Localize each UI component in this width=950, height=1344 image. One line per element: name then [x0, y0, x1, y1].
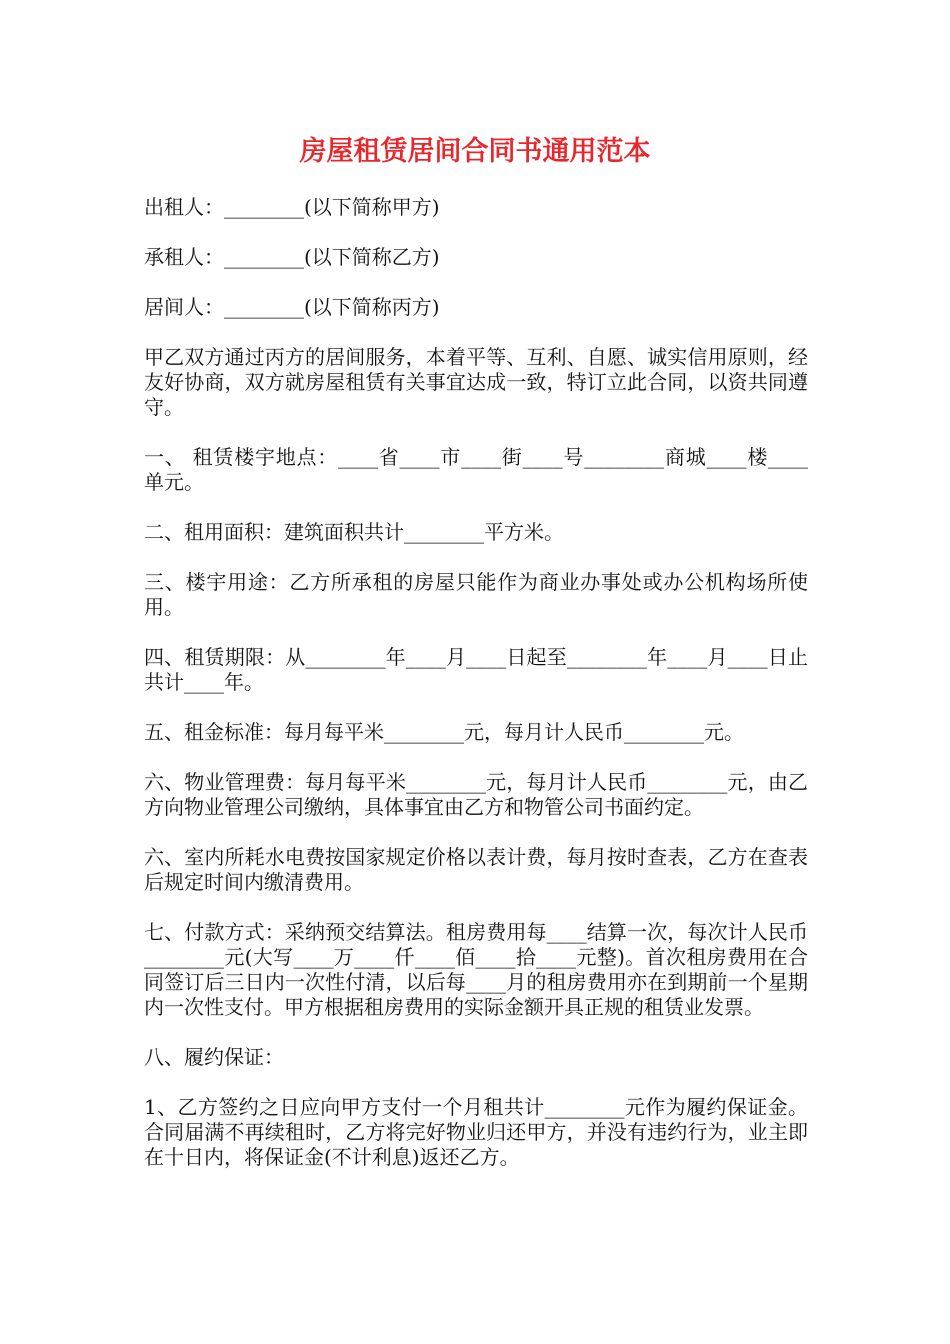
clause-payment: 七、付款方式：采纳预交结算法。租房费用每____结算一次，每次计人民币________元(大写____万____仟____佰____拾____元整)。首次租房费用在合同签订后三日内一次性付清，以后每____月的租房费用亦在到期前一个星期内一次性支付。甲方根据租房费用的实际金额开具正规的租赁业发票。: [144, 920, 808, 1019]
document-body: [144, 195, 808, 1195]
clause-utilities: 六、室内所耗水电费按国家规定价格以表计费，每月按时查表，乙方在查表后规定时间内缴清费用。: [144, 845, 808, 894]
clause-area: 二、租用面积：建筑面积共计________平方米。: [144, 520, 564, 544]
party-lessee: 承租人：________(以下简称乙方): [144, 245, 440, 269]
clause-management-fee: 六、物业管理费：每月每平米________元，每月计人民币________元，由乙方向物业管理公司缴纳，具体事宜由乙方和物管公司书面约定。: [144, 770, 808, 819]
preamble: 甲乙双方通过丙方的居间服务，本着平等、互利、自愿、诚实信用原则，经友好协商，双方就房屋租赁有关事宜达成一致，特订立此合同，以资共同遵守。: [144, 345, 808, 419]
party-lessor: 出租人：________(以下简称甲方): [144, 195, 440, 219]
clause-rent: 五、租金标准：每月每平米________元，每月计人民币________元。: [144, 720, 744, 744]
clause-location: 一、 租赁楼宇地点：____省____市____街____号________商城____楼____单元。: [144, 445, 808, 494]
clause-guarantee-1: 1、乙方签约之日应向甲方支付一个月租共计________元作为履约保证金。合同届满不再续租时，乙方将完好物业归还甲方，并没有违约行为，业主即在十日内，将保证金(不计利息)返还乙方。: [144, 1095, 808, 1169]
clause-guarantee-heading: 八、履约保证：: [144, 1045, 284, 1069]
party-intermediary: 居间人：________(以下简称丙方): [144, 295, 440, 319]
document-title: 房屋租赁居间合同书通用范本: [299, 136, 651, 167]
clause-usage: 三、楼宇用途：乙方所承租的房屋只能作为商业办事处或办公机构场所使用。: [144, 570, 808, 619]
clause-term: 四、租赁期限：从________年____月____日起至________年____月____日止共计____年。: [144, 645, 808, 694]
